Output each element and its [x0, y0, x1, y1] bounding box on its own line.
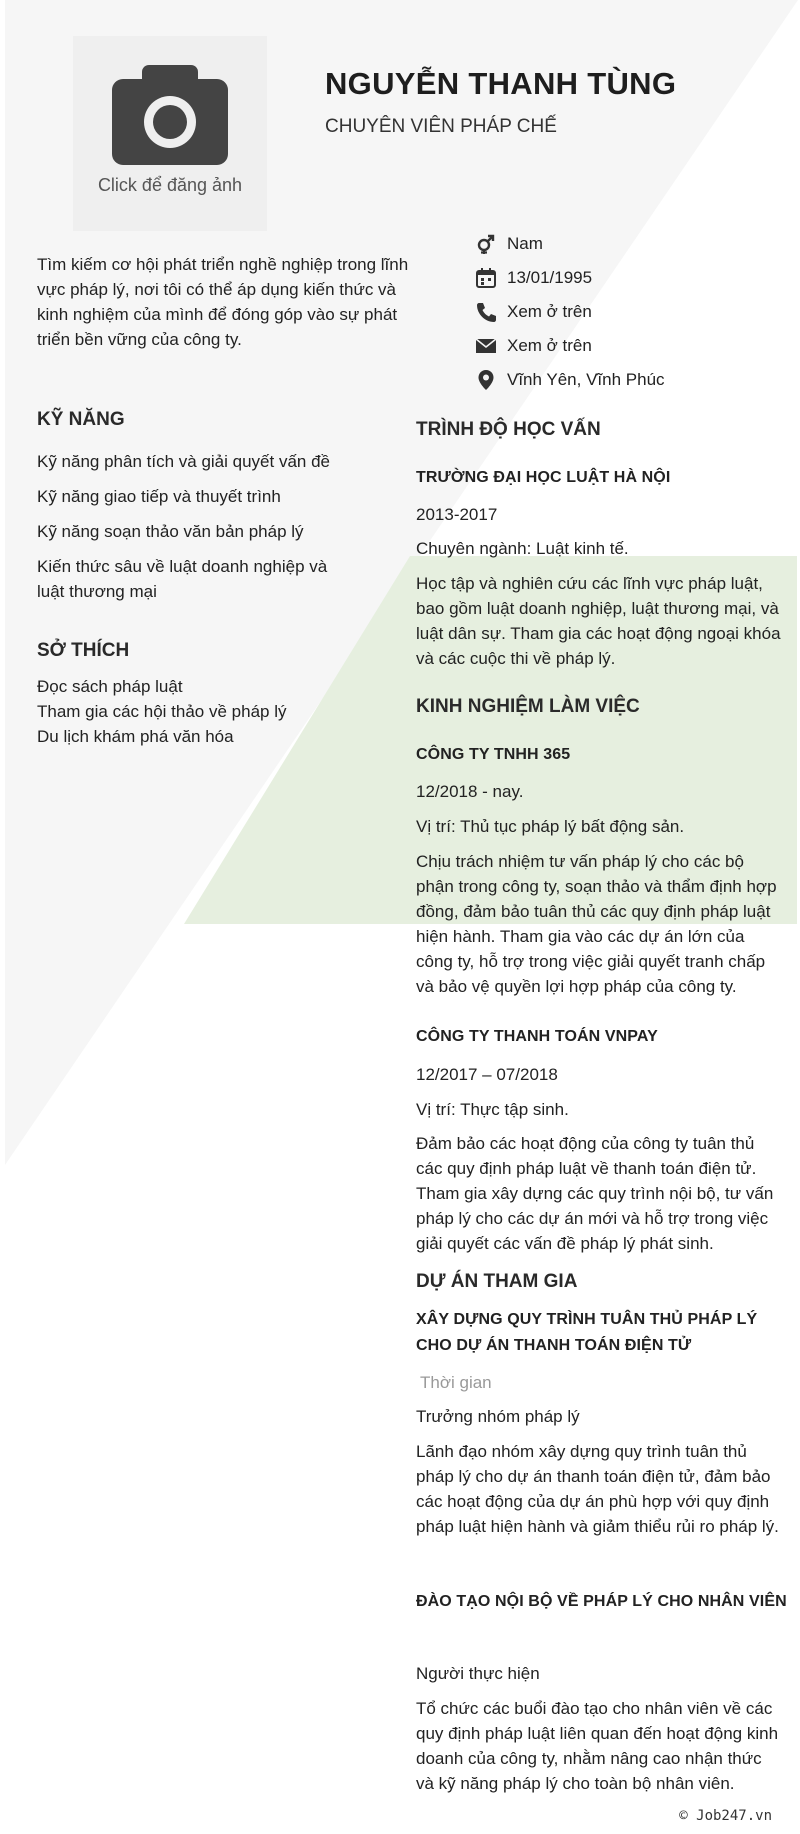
location-pin-icon	[473, 368, 499, 392]
phone-icon	[473, 300, 499, 324]
contact-birthday	[473, 266, 592, 290]
contact-email	[473, 334, 592, 358]
email-value: Xem ở trên	[507, 336, 592, 355]
hobby-item: Du lịch khám phá văn hóa	[37, 727, 234, 746]
job-title: CHUYÊN VIÊN PHÁP CHẾ	[325, 116, 557, 137]
project-time: Thời gian	[420, 1373, 492, 1392]
skill-item: Kỹ năng giao tiếp và thuyết trình	[37, 487, 281, 506]
hobby-item: Đọc sách pháp luật	[37, 677, 183, 696]
education-heading: TRÌNH ĐỘ HỌC VẤN	[416, 419, 601, 440]
company-name: CÔNG TY TNHH 365	[416, 746, 571, 763]
contact-address	[473, 368, 665, 392]
gender-icon	[473, 232, 499, 256]
projects-heading: DỰ ÁN THAM GIA	[416, 1271, 578, 1292]
watermark: © Job247.vn	[679, 1808, 772, 1824]
phone-value: Xem ở trên	[507, 302, 592, 321]
address-value: Vĩnh Yên, Vĩnh Phúc	[507, 370, 665, 389]
job-period: 12/2017 – 07/2018	[416, 1065, 558, 1084]
school-name: TRƯỜNG ĐẠI HỌC LUẬT HÀ NỘI	[416, 469, 671, 486]
hobby-item: Tham gia các hội thảo về pháp lý	[37, 702, 287, 721]
project-role: Người thực hiện	[416, 1664, 540, 1683]
project-name: ĐÀO TẠO NỘI BỘ VỀ PHÁP LÝ CHO NHÂN VIÊN	[416, 1593, 787, 1610]
contact-phone	[473, 300, 592, 324]
photo-caption: Click để đăng ảnh	[97, 175, 243, 195]
career-objective: Tìm kiếm cơ hội phát triển nghề nghiệp trong lĩnh vực pháp lý, nơi tôi có thể áp dụng kiến thức và kinh nghiệm của mình để đóng góp vào sự phát triển bền vững của công ty.	[37, 255, 409, 349]
job-description: Chịu trách nhiệm tư vấn pháp lý cho các bộ phận trong công ty, soạn thảo và thẩm định hợp đồng, đảm bảo tuân thủ các quy định pháp luật hiện hành. Tham gia vào các dự án lớn của công ty, hỗ trợ trong việc giải quyết tranh chấp và bảo vệ quyền lợi hợp pháp của công ty.	[416, 852, 777, 996]
skills-heading: KỸ NĂNG	[37, 409, 125, 430]
envelope-icon	[473, 334, 499, 358]
hobbies-heading: SỞ THÍCH	[37, 640, 130, 661]
candidate-name: NGUYỄN THANH TÙNG	[325, 66, 677, 101]
company-name: CÔNG TY THANH TOÁN VNPAY	[416, 1028, 658, 1045]
job-description: Đảm bảo các hoạt động của công ty tuân thủ các quy định pháp luật về thanh toán điện tử. Tham gia xây dựng các quy trình nội bộ, tư vấn pháp lý cho các dự án mới và hỗ trợ trong việc giải quyết các vấn đề pháp lý phát sinh.	[416, 1134, 774, 1253]
job-period: 12/2018 - nay.	[416, 782, 524, 801]
gender-value: Nam	[507, 234, 543, 253]
skill-item: Kỹ năng soạn thảo văn bản pháp lý	[37, 522, 304, 541]
education-period: 2013-2017	[416, 505, 498, 524]
birthday-value: 13/01/1995	[507, 268, 593, 287]
project-description: Tổ chức các buổi đào tạo cho nhân viên về các quy định pháp luật liên quan đến hoạt động kinh doanh của công ty, nhằm nâng cao nhận thức và kỹ năng pháp lý cho toàn bộ nhân viên.	[416, 1699, 779, 1793]
calendar-icon	[473, 266, 499, 290]
job-position: Vị trí: Thủ tục pháp lý bất động sản.	[416, 817, 685, 836]
camera-icon	[112, 65, 228, 165]
project-name: XÂY DỰNG QUY TRÌNH TUÂN THỦ PHÁP LÝ CHO DỰ ÁN THANH TOÁN ĐIỆN TỬ	[416, 1311, 758, 1354]
project-description: Lãnh đạo nhóm xây dựng quy trình tuân thủ pháp lý cho dự án thanh toán điện tử, đảm bảo các hoạt động của dự án phù hợp với quy định pháp luật hiện hành và giảm thiểu rủi ro pháp lý.	[416, 1442, 779, 1536]
experience-heading: KINH NGHIỆM LÀM VIỆC	[416, 696, 640, 717]
education-major: Chuyên ngành: Luật kinh tế.	[416, 539, 629, 558]
project-role: Trưởng nhóm pháp lý	[416, 1407, 580, 1426]
skill-item: Kiến thức sâu về luật doanh nghiệp và luật thương mại	[37, 557, 328, 601]
education-description: Học tập và nghiên cứu các lĩnh vực pháp luật, bao gồm luật doanh nghiệp, luật thương mại, và luật dân sự. Tham gia các hoạt động ngoại khóa và các cuộc thi về pháp lý.	[416, 574, 781, 668]
skill-item: Kỹ năng phân tích và giải quyết vấn đề	[37, 452, 330, 471]
contact-gender	[473, 232, 543, 256]
job-position: Vị trí: Thực tập sinh.	[416, 1100, 569, 1119]
photo-upload[interactable]	[73, 36, 267, 231]
